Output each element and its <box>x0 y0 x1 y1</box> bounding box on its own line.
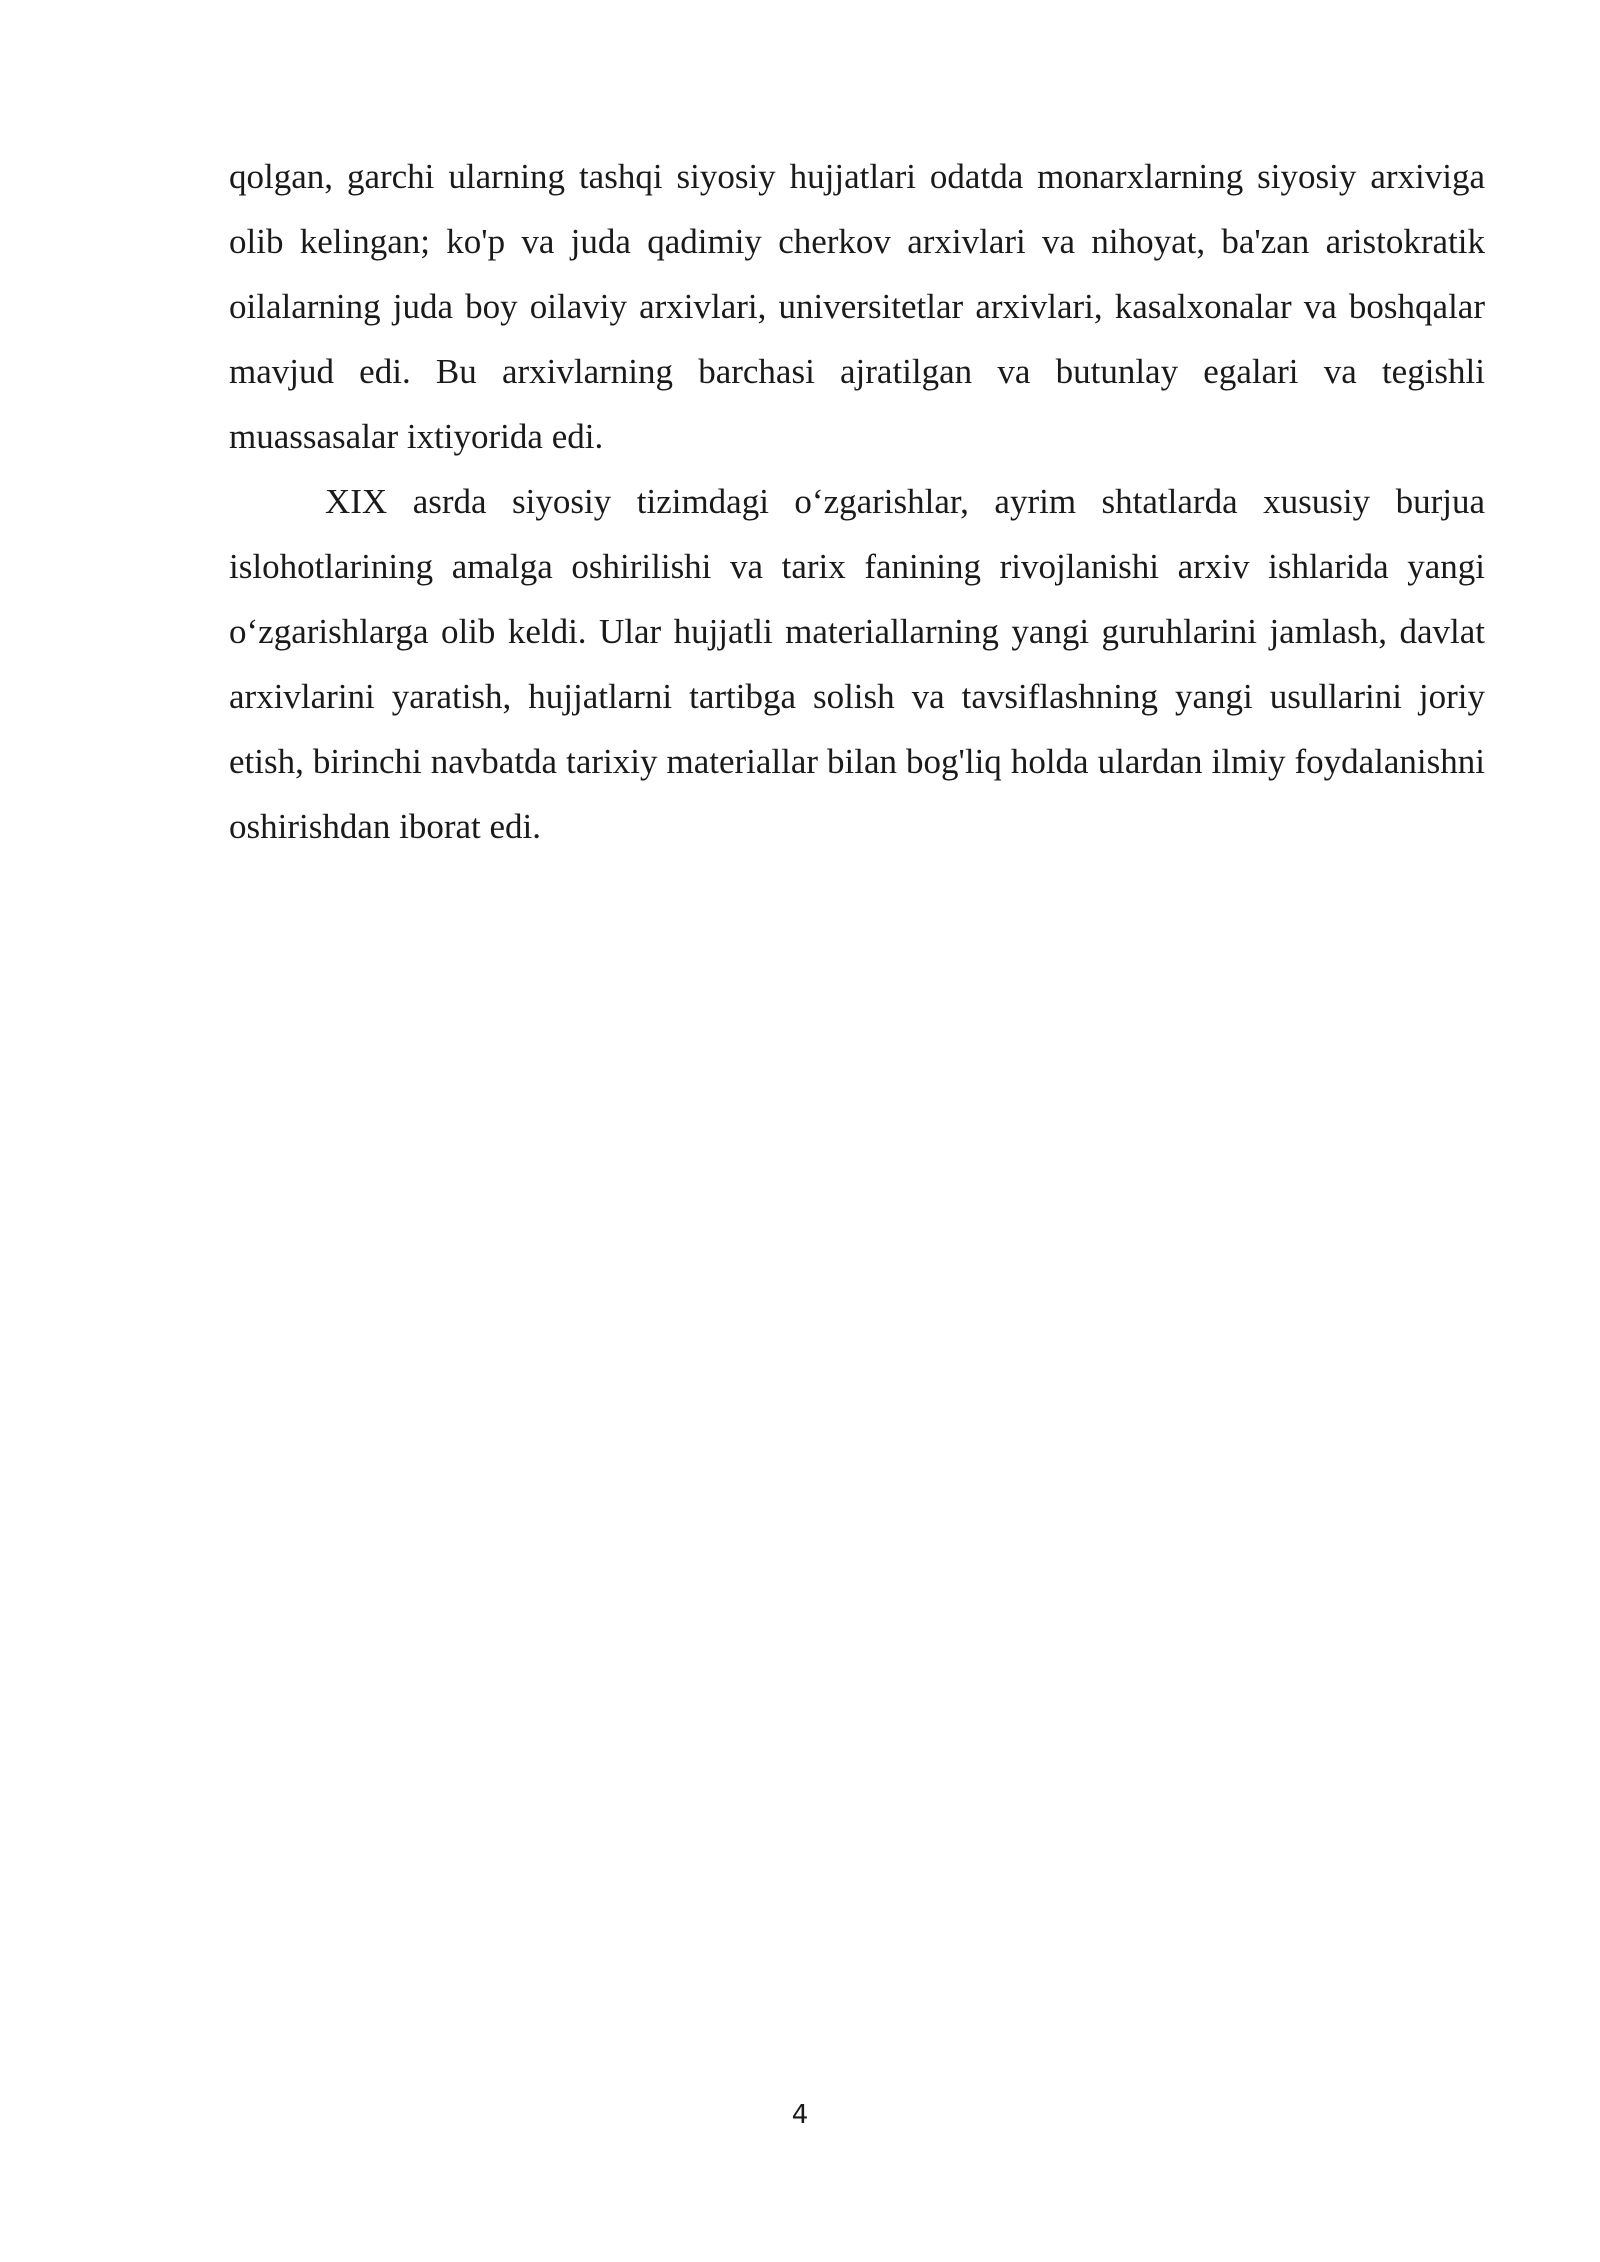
page-body <box>229 144 1485 859</box>
page-number: 4 <box>791 2100 809 2130</box>
paragraph-xix-century: XIX asrda siyosiy tizimdagi o‘zgarishlar, ayrim shtatlarda xususiy burjua islohotlarining amalga oshirilishi va tarix fanining rivojlanishi arxiv ishlarida yangi o‘zgarishlarga olib keldi. Ular hujjatli materiallarning yangi guruhlarini jamlash, davlat arxivlarini yaratish, hujjatlarni tartibga solish va tavsiflashning yangi usullarini joriy etish, birinchi navbatda tarixiy materiallar bilan bog'liq holda ulardan ilmiy foydalanishni oshirishdan iborat edi. <box>229 482 1485 846</box>
paragraph-continued: qolgan, garchi ularning tashqi siyosiy hujjatlari odatda monarxlarning siyosiy arxiviga olib kelingan; ko'p va juda qadimiy cherkov arxivlari va nihoyat, ba'zan aristokratik oilalarning juda boy oilaviy arxivlari, universitetlar arxivlari, kasalxonalar va boshqalar mavjud edi. Bu arxivlarning barchasi ajratilgan va butunlay egalari va tegishli muassasalar ixtiyorida edi. <box>229 157 1485 456</box>
